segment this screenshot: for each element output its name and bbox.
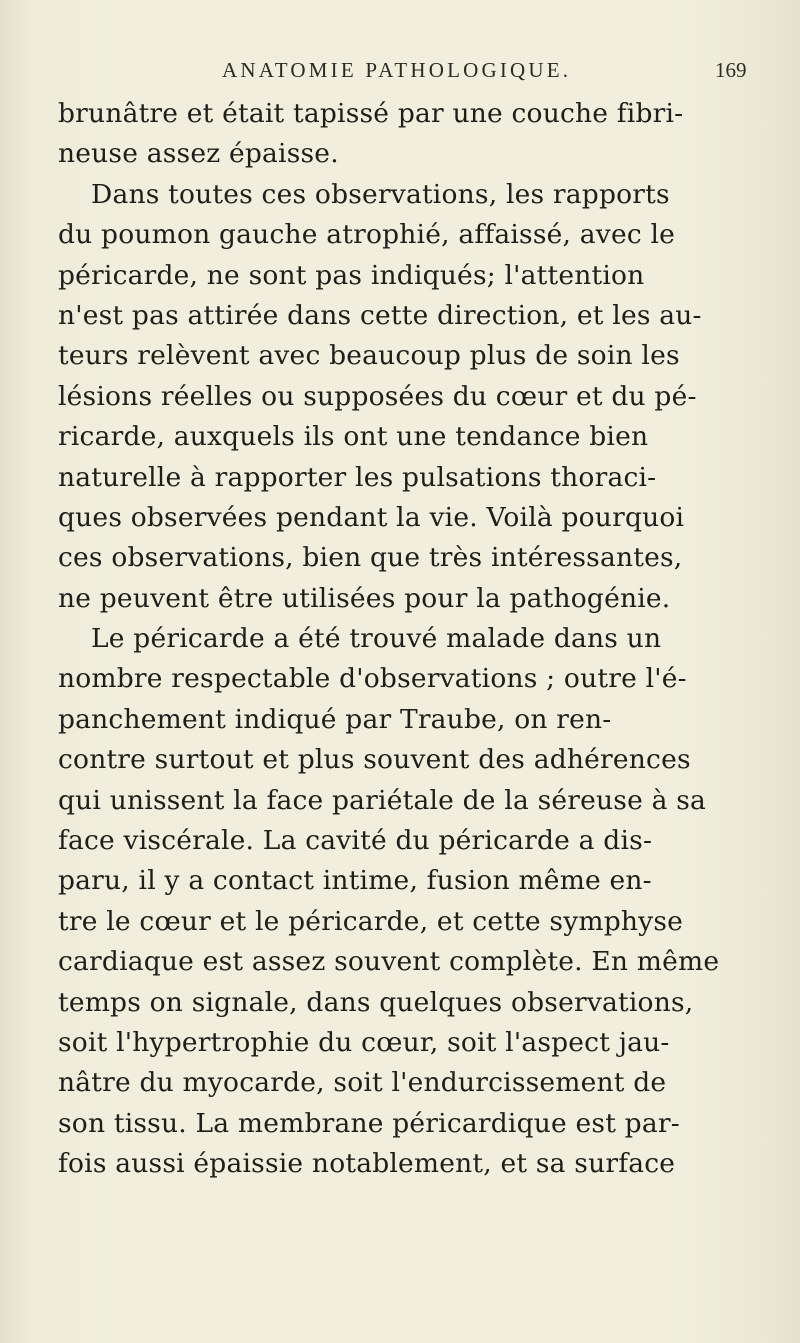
text-line: cardiaque est assez souvent complète. En même	[58, 946, 720, 978]
body-text	[58, 94, 768, 1185]
text-line: temps on signale, dans quelques observations,	[58, 986, 694, 1018]
text-line: lésions réelles ou supposées du cœur et du pé-	[58, 380, 697, 412]
text-line: tre le cœur et le péricarde, et cette symphyse	[58, 905, 684, 937]
text-line: contre surtout et plus souvent des adhérences	[58, 744, 691, 776]
text-line: face viscérale. La cavité du péricarde a dis-	[58, 825, 653, 857]
text-line: ces observations, bien que très intéressantes,	[58, 542, 683, 574]
text-line: soit l'hypertrophie du cœur, soit l'aspect jau-	[58, 1026, 670, 1058]
text-line: nombre respectable d'observations ; outre l'é-	[58, 663, 687, 695]
text-line: ricarde, auxquels ils ont une tendance bien	[58, 421, 649, 453]
running-head	[0, 58, 800, 90]
text-line: qui unissent la face pariétale de la séreuse à sa	[58, 784, 707, 816]
text-line: teurs relèvent avec beaucoup plus de soin les	[58, 340, 680, 372]
text-line: son tissu. La membrane péricardique est par-	[58, 1107, 680, 1139]
text-line: ne peuvent être utilisées pour la pathogénie.	[58, 582, 671, 614]
text-line: du poumon gauche atrophié, affaissé, avec le	[58, 219, 676, 251]
text-line: naturelle à rapporter les pulsations thoraci-	[58, 461, 657, 493]
text-line: neuse assez épaisse.	[58, 138, 339, 170]
page-number: 169	[715, 58, 747, 82]
text-line: Le péricarde a été trouvé malade dans un	[91, 623, 662, 655]
text-line: fois aussi épaissie notablement, et sa surface	[58, 1148, 676, 1180]
text-line: Dans toutes ces observations, les rapports	[91, 178, 670, 210]
text-line: n'est pas attirée dans cette direction, et les au-	[58, 299, 702, 331]
text-line: paru, il y a contact intime, fusion même en-	[58, 865, 652, 897]
text-line: nâtre du myocarde, soit l'endurcissement de	[58, 1067, 667, 1099]
text-line: brunâtre et était tapissé par une couche fibri-	[58, 98, 684, 129]
text-line: ques observées pendant la vie. Voilà pourquoi	[58, 501, 685, 533]
text-line: péricarde, ne sont pas indiqués; l'attention	[58, 259, 645, 291]
text-line: panchement indiqué par Traube, on ren-	[58, 703, 612, 735]
running-title: ANATOMIE PATHOLOGIQUE.	[222, 58, 572, 82]
